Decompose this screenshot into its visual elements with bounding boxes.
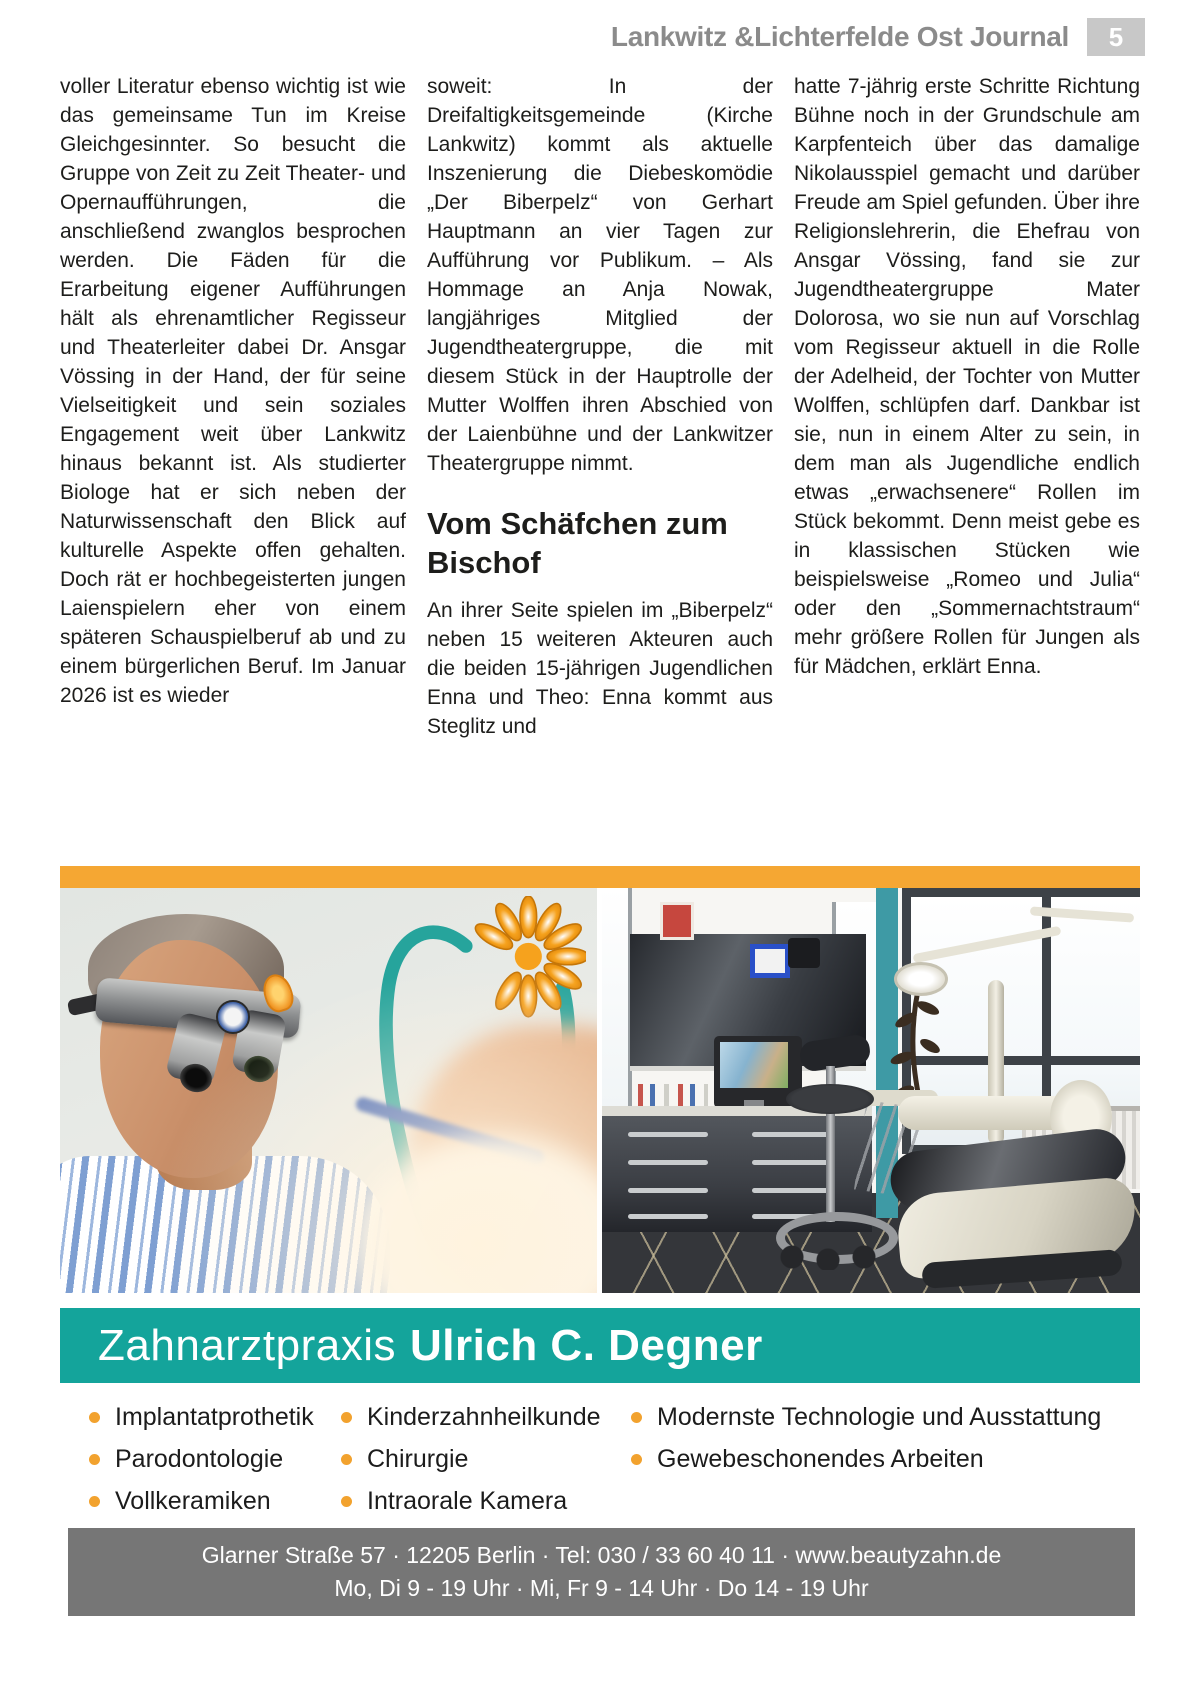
ad-contact-bar [68, 1528, 1135, 1616]
dental-office-photo [602, 888, 1140, 1293]
service-item: Gewebeschonendes Arbeiten [631, 1438, 1140, 1480]
photo-strip [60, 866, 1140, 1293]
dentist-stool [786, 1084, 874, 1114]
dentist-photo [60, 888, 597, 1293]
article-columns [60, 72, 1140, 741]
column3-paragraph: hatte 7-jährig erste Schritte Richtung Bühne noch in der Grundschule am Karpfenteich über das damalige Nikolausspiel gemacht und darüber Freude am Spiel gefunden. Über ihre Religionslehrerin, die Ehefrau von Ansgar Vössing, fand sie zur Jugendtheatergruppe Mater Dolorosa, wo sie nun auf Vorschlag vom Regisseur aktuell in die Rolle der Adelheid, der Tochter von Mutter Wolffen, schlüpfen darf. Dankbar ist sie, nun in einem Alter zu sein, in dem man als Jugendliche endlich etwas „erwachsenere“ Rollen im Stück bekommt. Denn meist gebe es in klassischen Stücken wie beispielsweise „Romeo und Julia“ oder den „Sommernachtstraum“ mehr größere Rollen für Jungen als für Mädchen, erklärt Enna. [794, 75, 1140, 678]
column2-paragraph1: soweit: In der Dreifaltigkeitsgemeinde (Kirche Lankwitz) kommt als aktuelle Inszenierung die Diebeskomödie „Der Biberpelz“ von Gerhart Hauptmann an vier Tagen zur Aufführung vor Publikum. – Als Hommage an Anja Nowak, langjähriges Mitglied der Jugendtheatergruppe, die mit diesem Stück in der Hauptrolle der Mutter Wolffen ihren Abschied von der Laienbühne und der Lankwitzer Theatergruppe nimmt. [427, 75, 773, 475]
orange-divider-bar [60, 866, 1140, 888]
bullet-icon [89, 1412, 100, 1423]
service-item: Vollkeramiken [89, 1480, 341, 1522]
bullet-icon [631, 1454, 642, 1465]
article-column-1 [60, 72, 406, 741]
ad-contact-line1: Glarner Straße 57 · 12205 Berlin · Tel: 030 / 33 60 40 11 · www.beautyzahn.de [201, 1542, 1002, 1568]
page-number-badge: 5 [1087, 18, 1145, 56]
article-column-2 [427, 72, 773, 741]
service-item: Modernste Technologie und Ausstattung [631, 1396, 1140, 1438]
service-item: Implantatprothetik [89, 1396, 341, 1438]
bullet-icon [341, 1454, 352, 1465]
bullet-icon [89, 1454, 100, 1465]
article-column-3 [794, 72, 1140, 741]
service-item: Parodontologie [89, 1438, 341, 1480]
bullet-icon [341, 1412, 352, 1423]
service-item: Chirurgie [341, 1438, 631, 1480]
column2-paragraph2: An ihrer Seite spielen im „Biberpelz“ neben 15 weiteren Akteuren auch die beiden 15-jährigen Jugendlichen Enna und Theo: Enna kommt aus Steglitz und [427, 599, 773, 738]
article-subheading: Vom Schäfchen zum Bischof [427, 506, 728, 580]
ad-practice-name: Ulrich C. Degner [410, 1320, 763, 1370]
ad-services [89, 1396, 1140, 1522]
ad-contact-line2: Mo, Di 9 - 19 Uhr · Mi, Fr 9 - 14 Uhr · Do 14 - 19 Uhr [334, 1575, 869, 1601]
service-item: Kinderzahnheilkunde [341, 1396, 631, 1438]
page-header [60, 18, 1145, 56]
service-item: Intraorale Kamera [341, 1480, 631, 1522]
bullet-icon [631, 1412, 642, 1423]
bullet-icon [341, 1496, 352, 1507]
ad-headline-band [60, 1308, 1140, 1383]
ad-practice-type: Zahnarztpraxis [98, 1320, 397, 1370]
column1-paragraph: voller Literatur ebenso wichtig ist wie das gemeinsame Tun im Kreise Gleichgesinnter. So besucht die Gruppe von Zeit zu Zeit Theater- und Opernaufführungen, die anschließend zwanglos besprochen werden. Die Fäden für die Erarbeitung eigener Aufführungen hält als ehrenamtlicher Regisseur und Theaterleiter dabei Dr. Ansgar Vössing in der Hand, der für seine Vielseitigkeit und sein soziales Engagement weit über Lankwitz hinaus bekannt ist. Als studierter Biologe hat er sich neben der Naturwissenschaft den Blick auf kulturelle Aspekte offen gehalten. Doch rät er hochbegeisterten jungen Laienspielern eher von einem späteren Schauspielberuf ab und zu einem bürgerlichen Beruf. Im Januar 2026 ist es wieder [60, 75, 406, 707]
journal-title: Lankwitz &Lichterfelde Ost Journal [610, 21, 1069, 52]
bullet-icon [89, 1496, 100, 1507]
dental-lamp-head [894, 962, 948, 996]
